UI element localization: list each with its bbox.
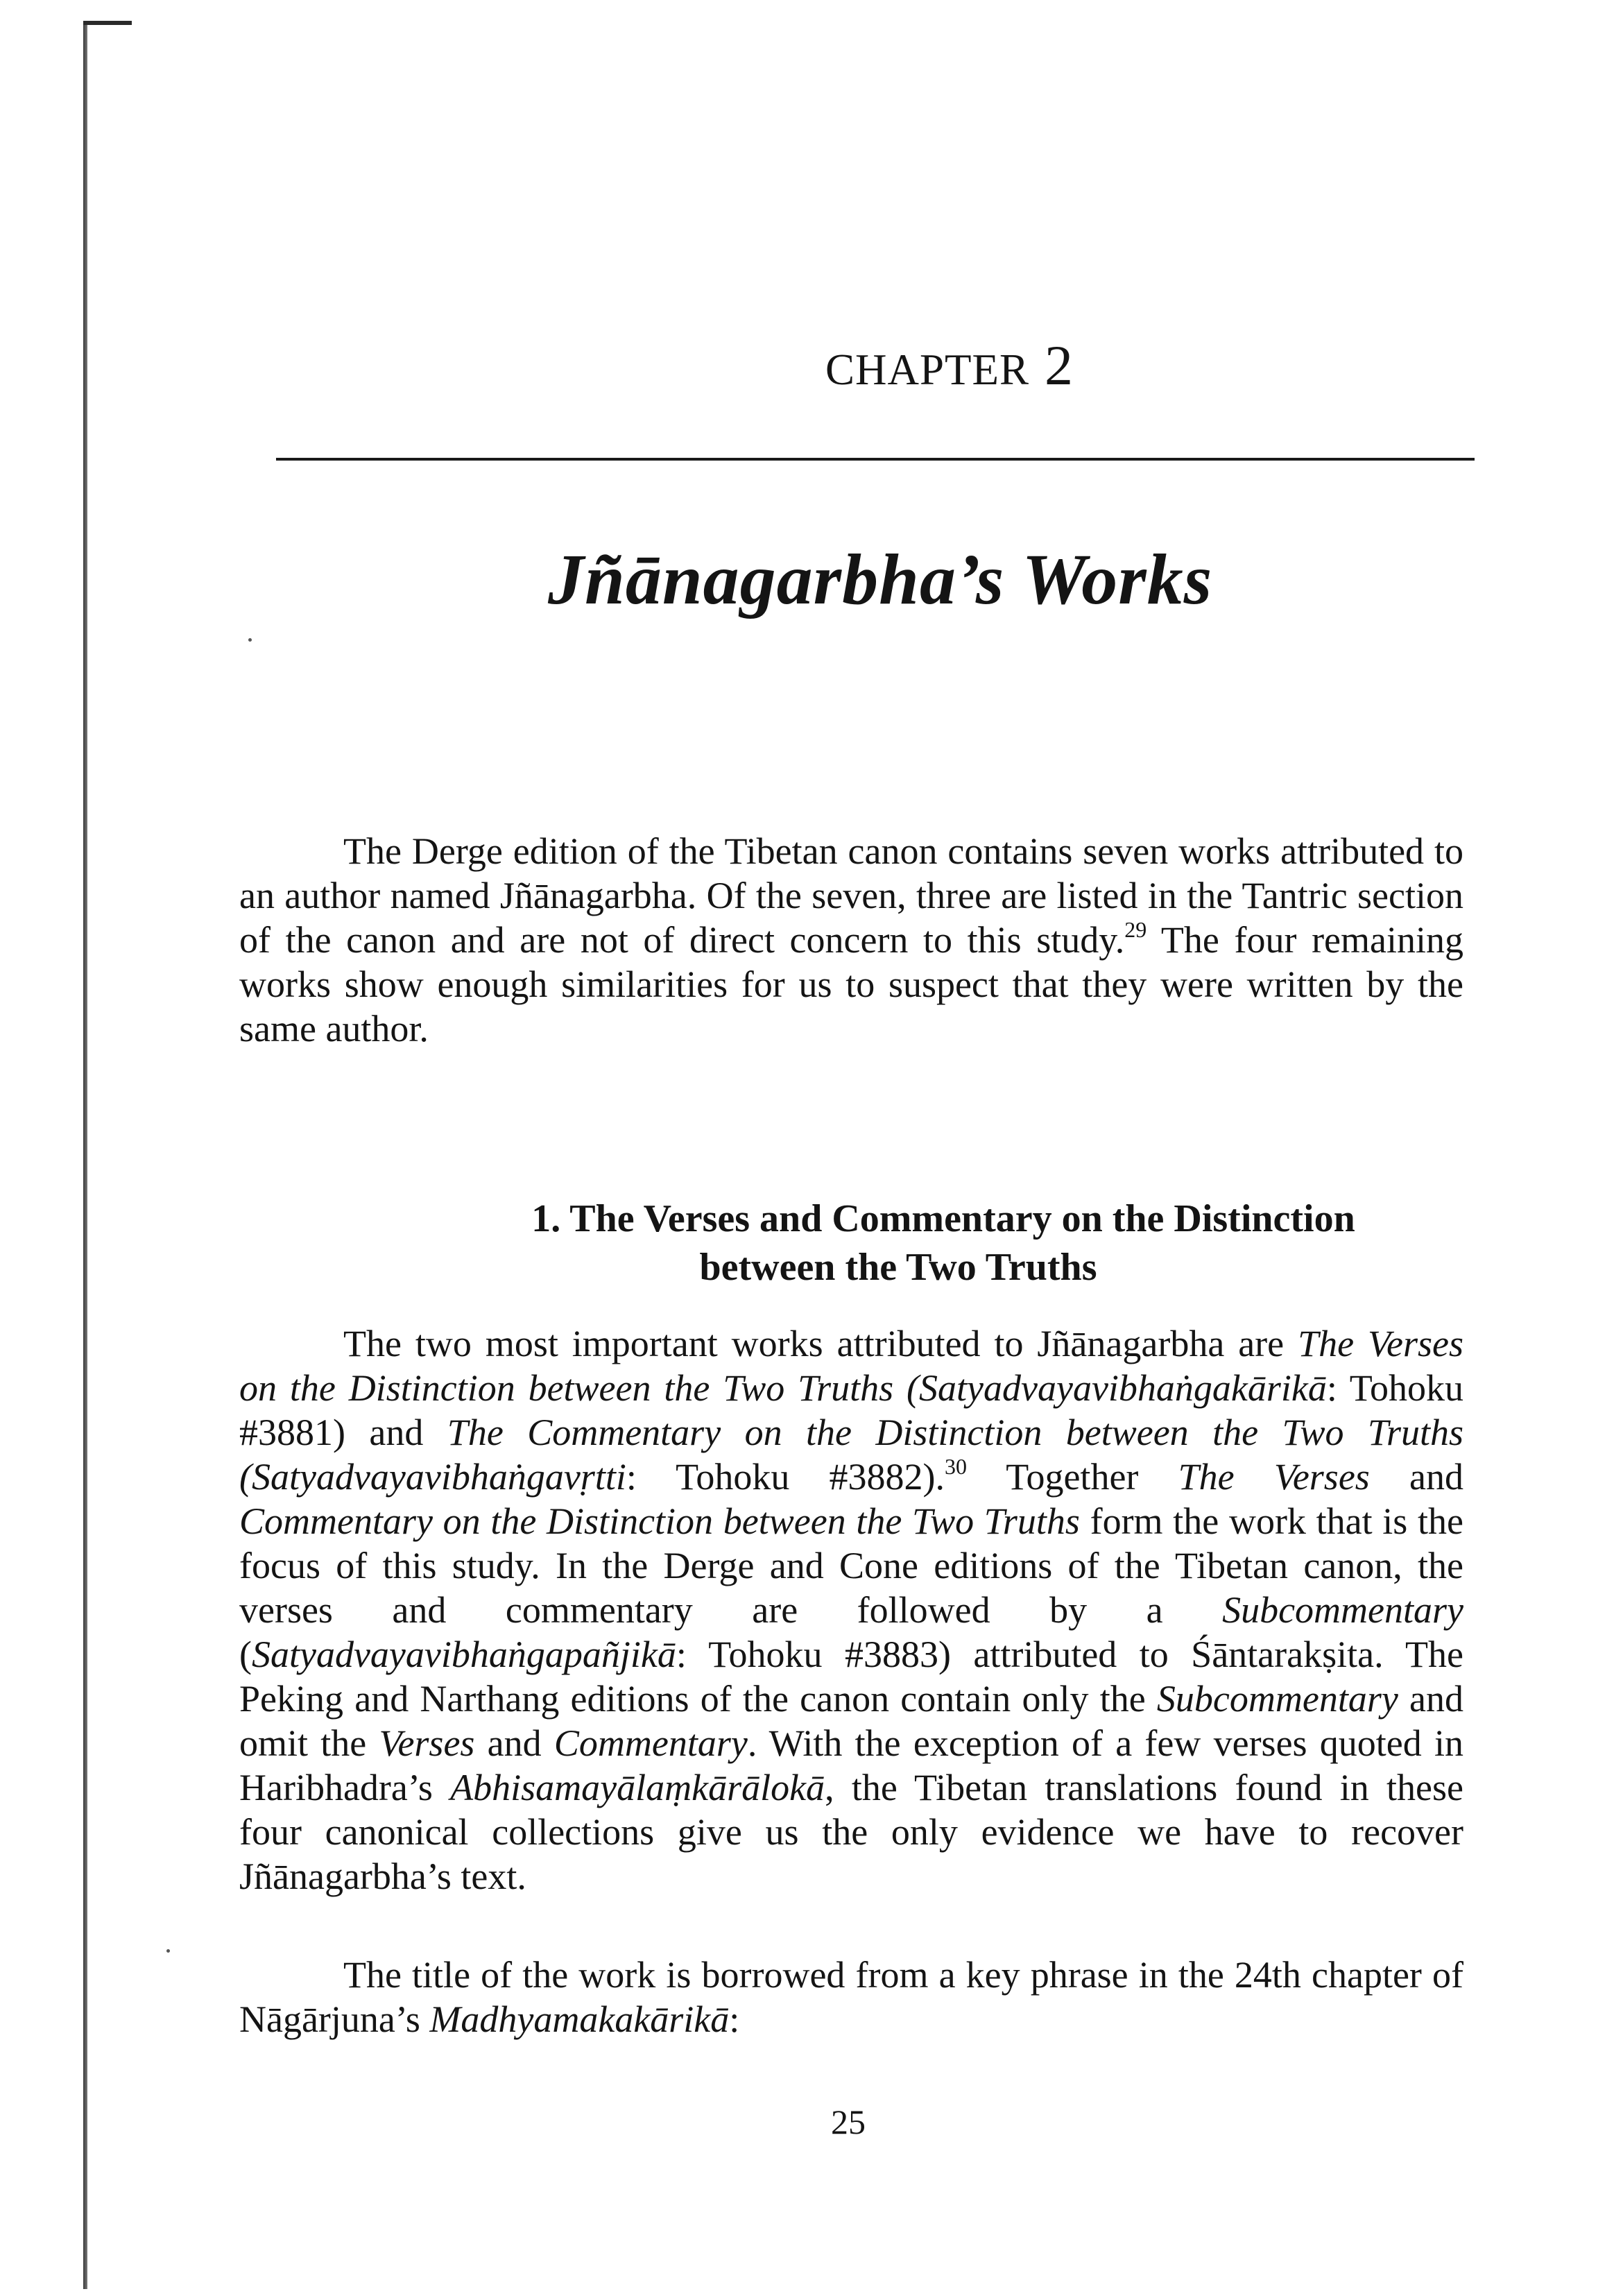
italic-title: Verses (379, 1722, 475, 1764)
chapter-label (0, 333, 1623, 398)
section-heading-line2: between the Two Truths (699, 1246, 1097, 1289)
text-run: : Tohoku #3883) attributed to Śāntarakṣita. The Peking and Narthang editions of the canon contain only the (239, 1634, 1463, 1720)
text-run: , the Tibetan translations found in these four canonical collections give us the only evidence we have to recover Jñānagarbha’s text. (239, 1767, 1463, 1897)
text-run: and omit the (239, 1678, 1464, 1764)
italic-title: The Verses (1178, 1456, 1370, 1498)
stray-mark (166, 1949, 170, 1953)
text-run: and (474, 1722, 554, 1764)
text-run: . With the exception of a few verses quoted in Haribhadra’s (239, 1722, 1463, 1808)
chapter-rule (276, 458, 1475, 461)
italic-title: Madhyamakakārikā (429, 1998, 730, 2040)
text-run: : Tohoku #3881) and (239, 1367, 1463, 1453)
italic-title: Subcommentary (1222, 1589, 1463, 1631)
paragraph-intro (239, 829, 1463, 1051)
paragraph-title-origin (239, 1953, 1463, 2041)
chapter-label-text: CHAPTER (825, 345, 1030, 394)
italic-title: The Verses on the Distinction between the Two Truths (Satyadvayavibhaṅgakārikā (239, 1323, 1463, 1409)
paragraph-text: The four remaining works show enough similarities for us to suspect that they were written by the same author. (239, 919, 1463, 1050)
italic-title: Abhisamayālaṃkārālokā (450, 1767, 825, 1808)
text-run: The two most important works attributed to Jñānagarbha are (343, 1323, 1298, 1364)
text-run: ( (239, 1634, 252, 1675)
text-run: and (1369, 1456, 1463, 1498)
page-number: 25 (831, 2102, 866, 2141)
chapter-title: Jñānagarbha’s Works (548, 540, 1213, 619)
italic-title: Satyadvayavibhaṅgapañjikā (251, 1634, 676, 1675)
footnote-ref: 29 (1124, 917, 1147, 942)
italic-title: Commentary on the Distinction between the Two Truths (239, 1500, 1080, 1542)
section-heading (0, 1194, 1623, 1292)
text-run: Together (967, 1456, 1178, 1498)
page-corner-mark (83, 21, 132, 25)
italic-title: The Commentary on the Distinction between the Two Truths (Satyadvayavibhaṅgavṛtti (239, 1412, 1464, 1498)
paragraph-text: The Derge edition of the Tibetan canon contains seven works attributed to an author named Jñānagarbha. Of the seven, three are listed in the Tantric section of the canon and are not of direct concern to this study. (239, 830, 1463, 961)
text-run: : Tohoku #3882). (626, 1456, 945, 1498)
italic-title: Subcommentary (1156, 1678, 1398, 1720)
paragraph-works (239, 1321, 1463, 1899)
text-run: : (729, 1998, 740, 2040)
text-run: form the work that is the focus of this study. In the Derge and Cone editions of the Tibetan canon, the verses and commentary are followed by a (239, 1500, 1463, 1631)
text-run: The title of the work is borrowed from a key phrase in the 24th chapter of Nāgārjuna’s (239, 1954, 1463, 2040)
footnote-ref: 30 (945, 1454, 968, 1479)
stray-mark (248, 638, 252, 642)
chapter-number: 2 (1045, 334, 1074, 397)
section-heading-line1: 1. The Verses and Commentary on the Distinction (531, 1197, 1355, 1240)
italic-title: Commentary (553, 1722, 748, 1764)
